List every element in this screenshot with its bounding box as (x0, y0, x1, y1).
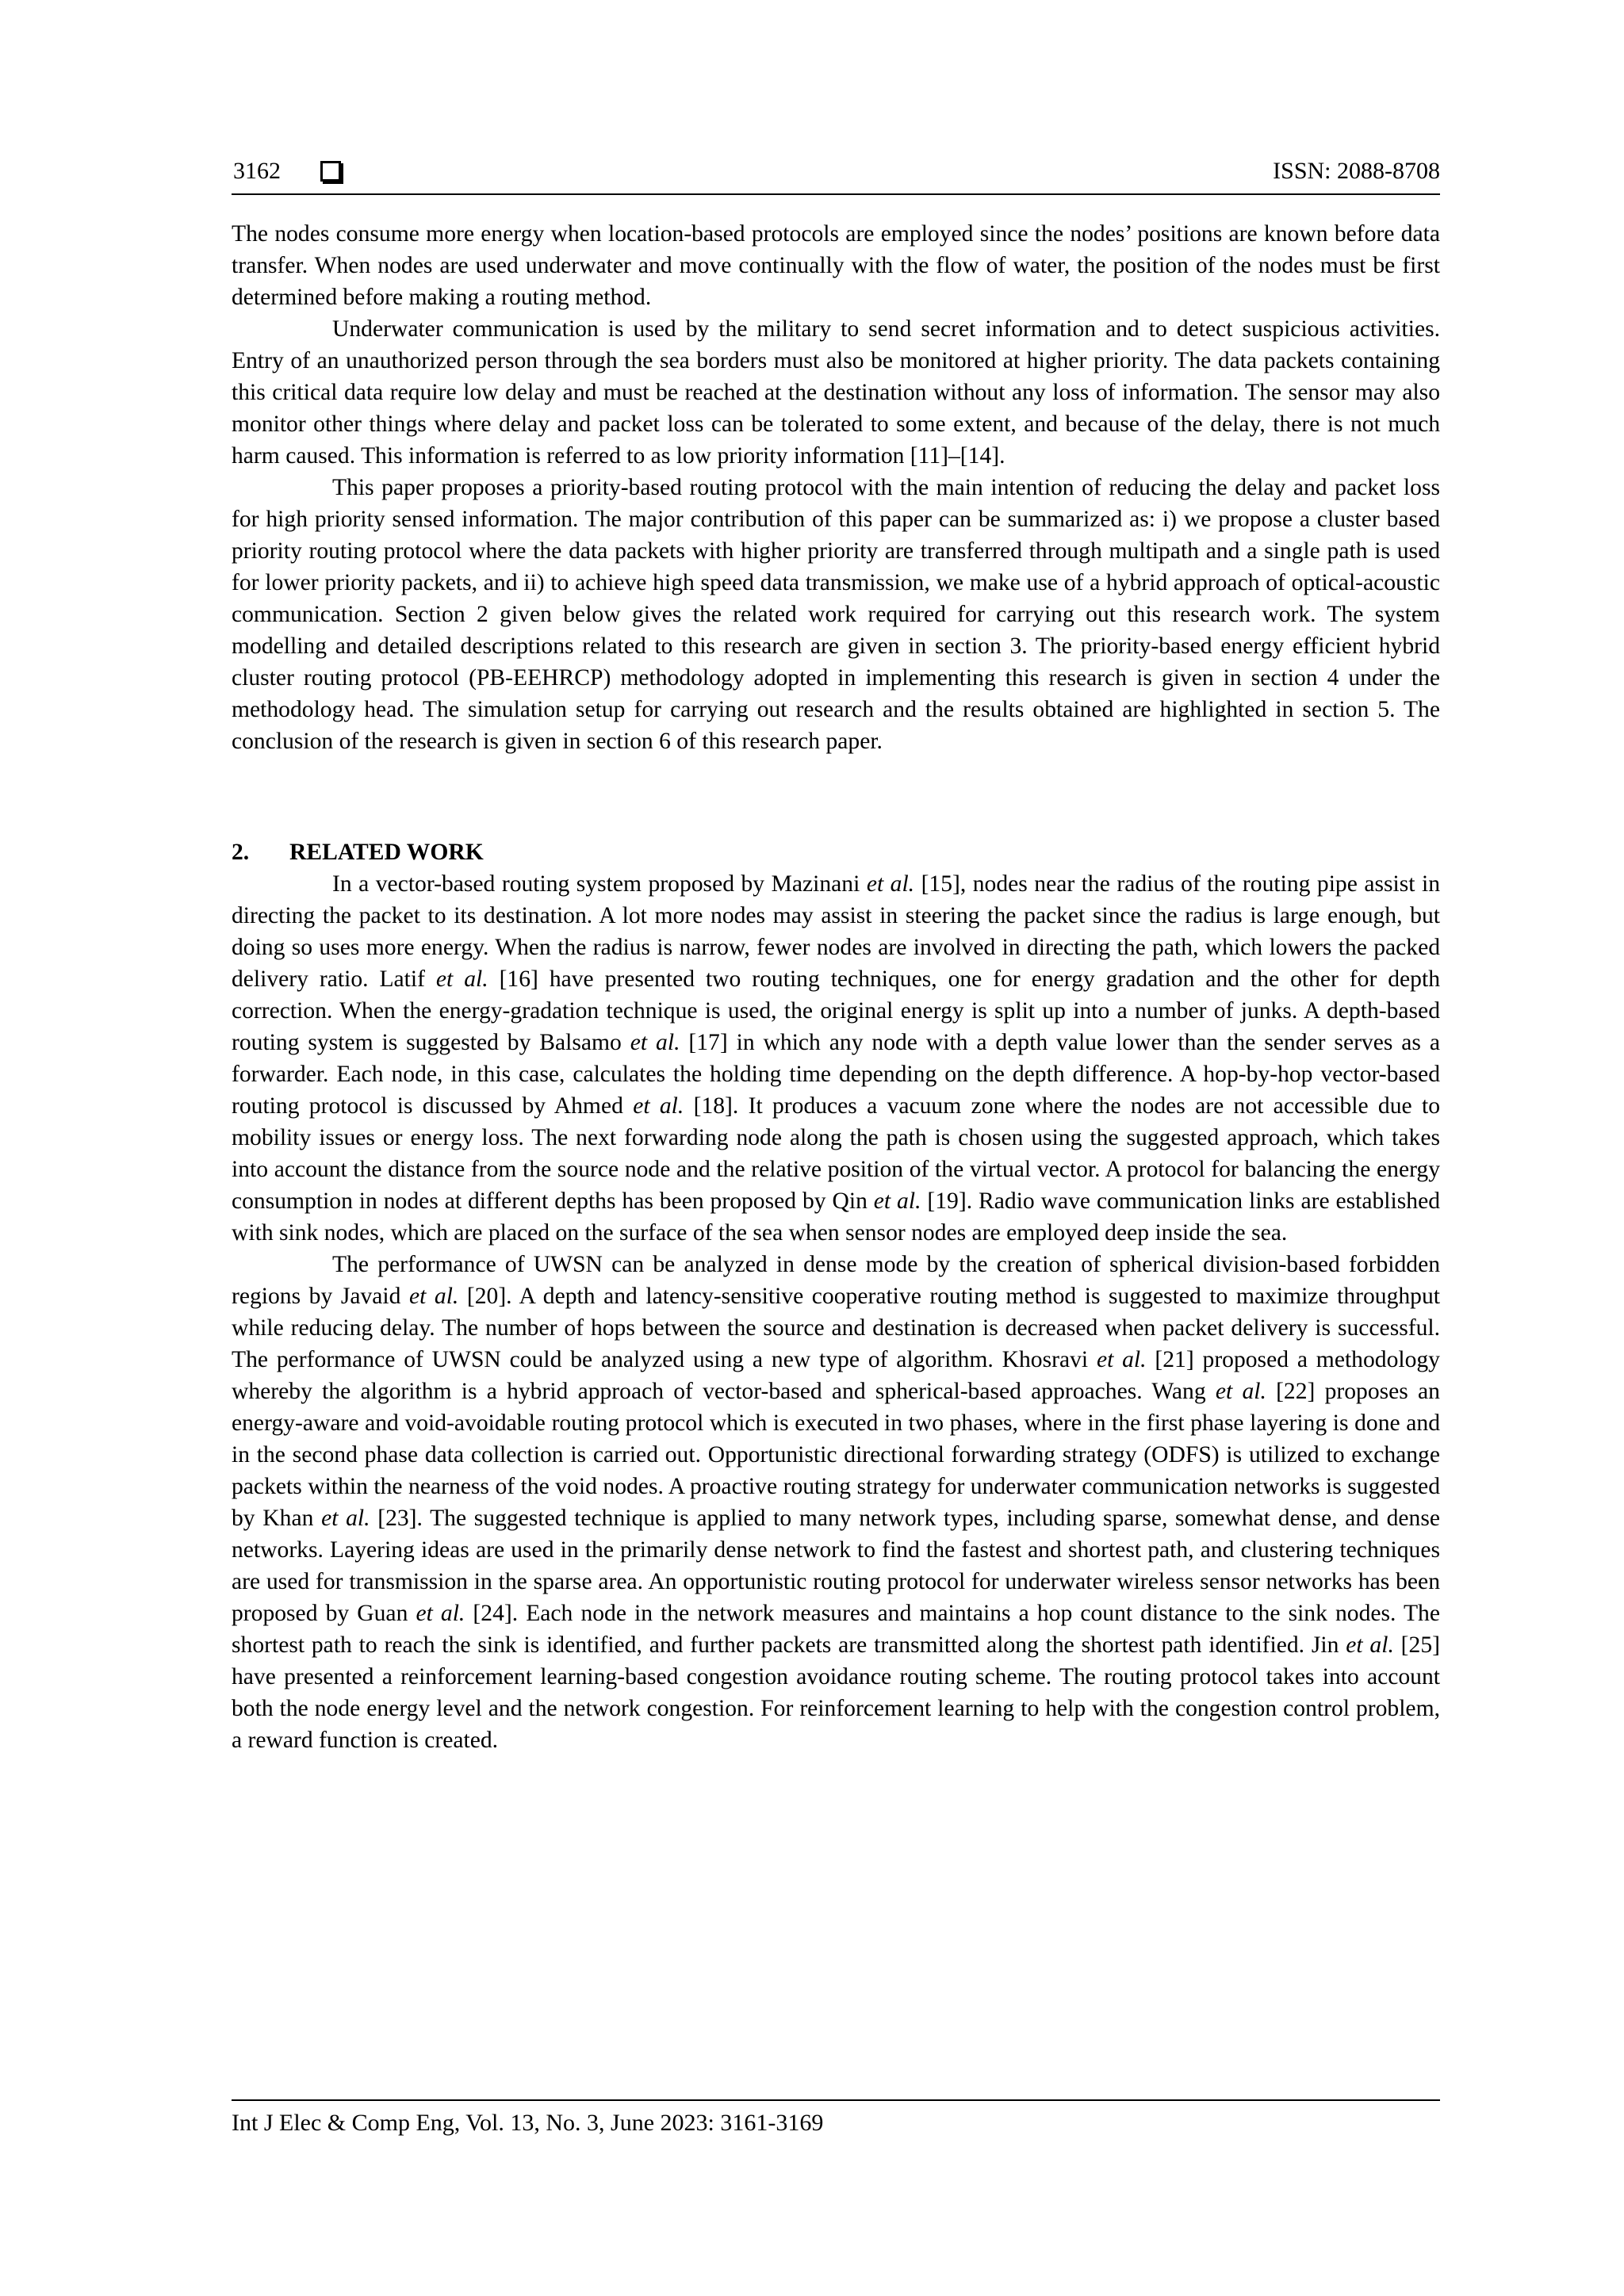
journal-citation: Int J Elec & Comp Eng, Vol. 13, No. 3, June 2023: 3161-3169 (232, 2110, 824, 2136)
body-text (232, 218, 1440, 1756)
intro-paragraph-3: This paper proposes a priority-based routing protocol with the main intention of reducing the delay and packet loss for high priority sensed information. The major contribution of this paper can be summarized as: i) we propose a cluster based priority routing protocol where the data packets with higher priority are transferred through multipath and a single path is used for lower priority packets, and ii) to achieve high speed data transmission, we make use of a hybrid approach of optical-acoustic communication. Section 2 given below gives the related work required for carrying out this research work. The system modelling and detailed descriptions related to this research are given in section 3. The priority-based energy efficient hybrid cluster routing protocol (PB-EEHRCP) methodology adopted in implementing this research is given in section 4 under the methodology head. The simulation setup for carrying out research and the results obtained are highlighted in section 5. The conclusion of the research is given in section 6 of this research paper. (232, 475, 1440, 754)
intro-paragraph-2: Underwater communication is used by the military to send secret information and to detect suspicious activities. Entry of an unauthorized person through the sea borders must also be monitored at higher priority. The data packets containing this critical data require low delay and must be reached at the destination without any loss of information. The sensor may also monitor other things where delay and packet loss can be tolerated to some extent, and because of the delay, there is not much harm caused. This information is referred to as low priority information [11]–[14]. (232, 316, 1440, 469)
related-work-paragraph-2: The performance of UWSN can be analyzed in dense mode by the creation of spherical division-based forbidden regions by Javaid et al. [20]. A depth and latency-sensitive cooperative routing method is suggested to maximize throughput while reducing delay. The number of hops between the source and destination is decreased when packet delivery is successful. The performance of UWSN could be analyzed using a new type of algorithm. Khosravi et al. [21] proposed a methodology whereby the algorithm is a hybrid approach of vector-based and spherical-based approaches. Wang et al. [22] proposes an energy-aware and void-avoidable routing protocol which is executed in two phases, where in the first phase layering is done and in the second phase data collection is carried out. Opportunistic directional forwarding strategy (ODFS) is utilized to exchange packets within the nearness of the void nodes. A proactive routing strategy for underwater communication networks is suggested by Khan et al. [23]. The suggested technique is applied to many network types, including sparse, somewhat dense, and dense networks. Layering ideas are used in the primarily dense network to find the fastest and shortest path, and clustering techniques are used for transmission in the sparse area. An opportunistic routing protocol for underwater wireless sensor networks has been proposed by Guan et al. [24]. Each node in the network measures and maintains a hop count distance to the sink nodes. The shortest path to reach the sink is identified, and further packets are transmitted along the shortest path identified. Jin et al. [25] have presented a reinforcement learning-based congestion avoidance routing scheme. The routing protocol takes into account both the node energy level and the network congestion. For reinforcement learning to help with the congestion control problem, a reward function is created. (232, 1252, 1440, 1753)
related-work-paragraph-1: In a vector-based routing system proposed by Mazinani et al. [15], nodes near the radius of the routing pipe assist in directing the packet to its destination. A lot more nodes may assist in steering the packet since the radius is large enough, but doing so uses more energy. When the radius is narrow, fewer nodes are involved in directing the path, which lowers the packed delivery ratio. Latif et al. [16] have presented two routing techniques, one for energy gradation and the other for depth correction. When the energy-gradation technique is used, the original energy is split up into a number of junks. A depth-based routing system is suggested by Balsamo et al. [17] in which any node with a depth value lower than the sender serves as a forwarder. Each node, in this case, calculates the holding time depending on the depth difference. A hop-by-hop vector-based routing protocol is discussed by Ahmed et al. [18]. It produces a vacuum zone where the nodes are not accessible due to mobility issues or energy loss. The next forwarding node along the path is chosen using the suggested approach, which takes into account the distance from the source node and the relative position of the virtual vector. A protocol for balancing the energy consumption in nodes at different depths has been proposed by Qin et al. [19]. Radio wave communication links are established with sink nodes, which are placed on the surface of the sea when sensor nodes are employed deep inside the sea. (232, 871, 1441, 1246)
paper-page (232, 0, 1440, 2296)
issn-label: ISSN: 2088-8708 (1273, 158, 1440, 184)
section-title: RELATED WORK (289, 840, 484, 865)
page-footer (232, 2099, 1440, 2139)
page-number: 3162 (233, 158, 281, 184)
section-heading (232, 836, 1440, 868)
section-number: 2. (232, 840, 250, 865)
page-header (232, 155, 1440, 195)
square-bullet-icon (320, 161, 341, 182)
intro-paragraph-1: The nodes consume more energy when location-based protocols are employed since the nodes’ positions are known before data transfer. When nodes are used underwater and move continually with the flow of water, the position of the nodes must be first determined before making a routing method. (232, 221, 1440, 310)
